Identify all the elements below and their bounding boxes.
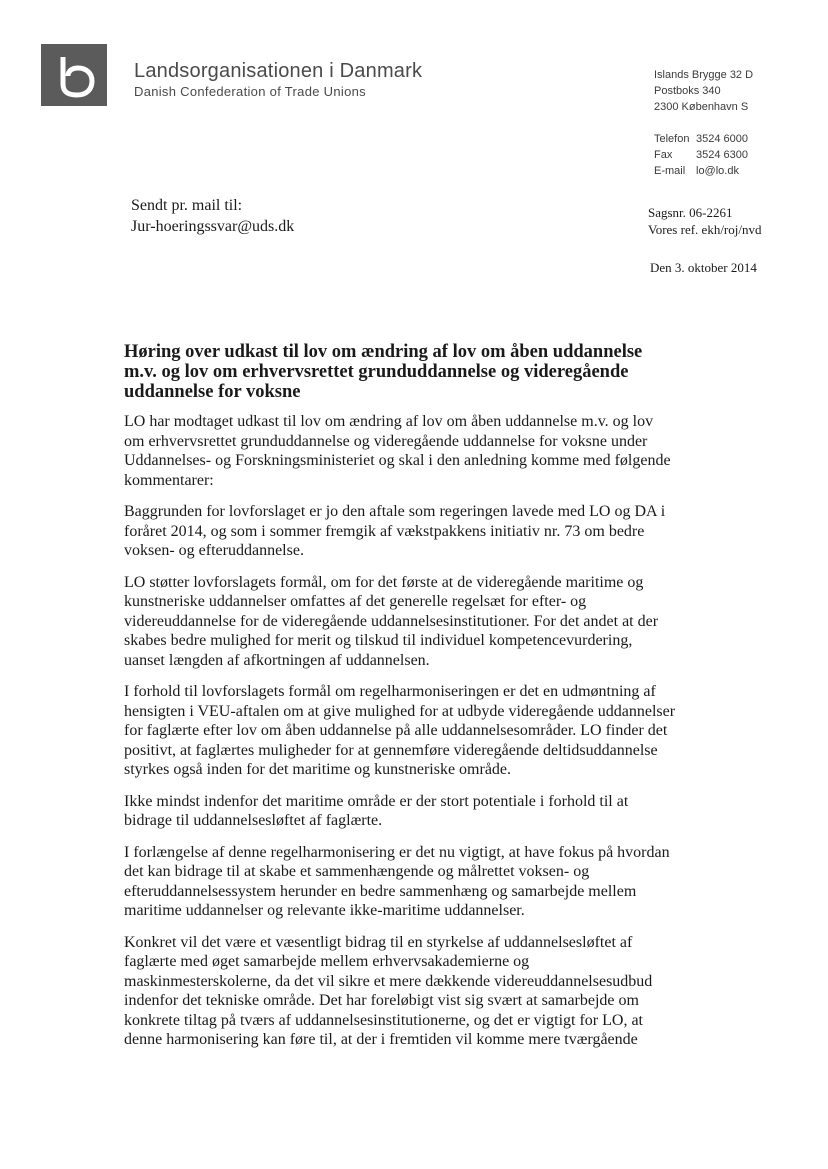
body-line: hensigten i VEU-aftalen om at give mulighed for at udbyde videregående uddannelser xyxy=(124,702,676,720)
body-line: Ikke mindst indenfor det maritime område er der stort potentiale i forhold til at xyxy=(124,792,629,810)
body-line: Baggrunden for lovforslaget er jo den aftale som regeringen lavede med LO og DA i xyxy=(124,503,666,520)
organization-block xyxy=(134,58,422,100)
contact-value: 3524 6000 xyxy=(696,133,748,145)
title-line: uddannelse for voksne xyxy=(124,382,301,402)
body-line: faglærte med øget samarbejde mellem erhvervsakademierne og xyxy=(124,953,530,970)
title-line: m.v. og lov om erhvervsrettet grunduddannelse og videregående xyxy=(124,362,629,382)
case-number: Sagsnr. 06-2261 xyxy=(648,205,733,220)
reference-block xyxy=(648,204,761,238)
contact-value: 3524 6300 xyxy=(696,149,748,161)
address-block xyxy=(654,67,753,179)
body-line: for faglærte efter lov om åben uddannelse på alle uddannelsesområder. LO finder det xyxy=(124,722,668,739)
body-line: maskinmesterskolerne, da det vil sikre et mere dækkende videreuddannelsesudbud xyxy=(124,972,653,990)
body-line: det kan bidrage til at skabe et sammenhængende og målrettet voksen- og xyxy=(124,863,590,880)
our-reference: Vores ref. ekh/roj/nvd xyxy=(648,222,762,237)
lo-logo xyxy=(41,44,107,106)
contact-label: Fax xyxy=(654,149,673,161)
organization-subtitle: Danish Confederation of Trade Unions xyxy=(134,84,366,99)
body-line: efteruddannelsessystem herunder en bedre sammenhæng og samarbejde mellem xyxy=(124,882,637,900)
body-line: kommentarer: xyxy=(124,471,214,489)
address-line: 2300 København S xyxy=(654,101,749,113)
address-line: Islands Brygge 32 D xyxy=(654,69,754,81)
body-line: styrkes også inden for det maritime og kunstneriske område. xyxy=(124,761,512,778)
body-paragraph xyxy=(124,933,714,1050)
lo-logo-icon xyxy=(41,44,107,106)
body-line: kunstneriske uddannelser omfattes af det generelle regelsæt for efter- og xyxy=(124,593,587,610)
body-line: indenfor det tekniske område. Det har foreløbigt vist sig svært at samarbejde om xyxy=(124,992,639,1009)
contact-fax xyxy=(654,147,753,163)
contact-label: Telefon xyxy=(654,133,690,145)
letter-date: Den 3. oktober 2014 xyxy=(650,260,757,275)
address-line: Postboks 340 xyxy=(654,85,721,97)
body-line: om erhvervsrettet grunduddannelse og videregående uddannelse for voksne under xyxy=(124,432,648,450)
contact-label: E-mail xyxy=(654,165,686,177)
body-line: LO støtter lovforslagets formål, om for det første at de videregående maritime og xyxy=(124,573,644,591)
contact-phone xyxy=(654,131,753,147)
body-line: I forlængelse af denne regelharmonisering er det nu vigtigt, at have fokus på hvordan xyxy=(124,843,670,861)
body-paragraph xyxy=(124,502,714,561)
body-paragraph xyxy=(124,573,714,671)
recipient-block xyxy=(131,195,294,237)
organization-name: Landsorganisationen i Danmark xyxy=(134,60,423,82)
body-line: LO har modtaget udkast til lov om ændring af lov om åben uddannelse m.v. og lov xyxy=(124,413,654,430)
body-paragraph xyxy=(124,792,714,831)
body-line: foråret 2014, og som i sommer fremgik af vækstpakkens initiativ nr. 73 om bedre xyxy=(124,522,645,540)
body-line: videreuddannelse for de videregående uddannelsesinstitutioner. For det andet at der xyxy=(124,612,659,630)
contact-email xyxy=(654,163,753,179)
body-paragraph xyxy=(124,843,714,921)
body-line: konkrete tiltag på tværs af uddannelsesinstitutionerne, og det er vigtigt for LO, at xyxy=(124,1011,643,1029)
letter-body xyxy=(124,412,714,1062)
recipient-email[interactable]: Jur-hoeringssvar@uds.dk xyxy=(131,218,295,235)
body-paragraph xyxy=(124,412,714,490)
contact-value[interactable]: lo@lo.dk xyxy=(696,165,739,177)
body-line: bidrage til uddannelsesløftet af faglærte. xyxy=(124,812,383,829)
body-line: voksen- og efteruddannelse. xyxy=(124,542,304,559)
body-line: maritime uddannelser og relevante ikke-maritime uddannelser. xyxy=(124,902,525,919)
body-paragraph xyxy=(124,682,714,780)
body-line: skabes bedre mulighed for merit og tilskud til individuel kompetencevurdering, xyxy=(124,632,633,649)
title-line: Høring over udkast til lov om ændring af lov om åben uddannelse xyxy=(124,342,643,362)
body-line: positivt, at faglærtes muligheder for at gennemføre videregående deltidsuddannelse xyxy=(124,741,658,759)
body-line: Uddannelses- og Forskningsministeriet og skal i den anledning komme med følgende xyxy=(124,452,671,469)
letter-title xyxy=(124,342,714,402)
recipient-label: Sendt pr. mail til: xyxy=(131,197,243,214)
body-line: Konkret vil det være et væsentligt bidrag til en styrkelse af uddannelsesløftet af xyxy=(124,933,633,951)
body-line: I forhold til lovforslagets formål om regelharmoniseringen er det en udmøntning af xyxy=(124,683,656,700)
body-line: uanset længden af afkortningen af uddannelsen. xyxy=(124,651,430,669)
body-line: denne harmonisering kan føre til, at der i fremtiden vil komme mere tværgående xyxy=(124,1031,638,1048)
